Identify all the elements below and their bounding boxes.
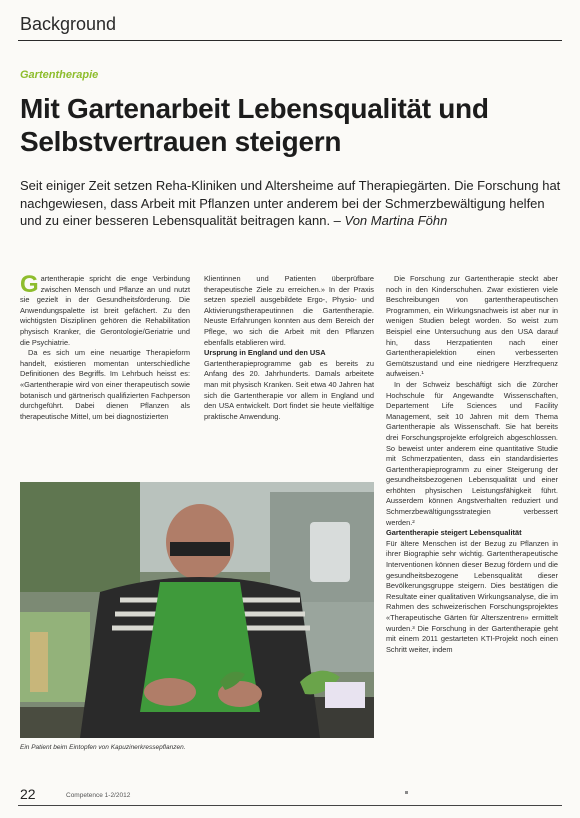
paragraph: Für ältere Menschen ist der Bezug zu Pflanzen in ihrer Biographie sehr wichtig. Gartentherapeutische Interventionen können dieser Bezug fördern und die gesundheitsbezogene Lebensqualität dieser Bevölkerungsgruppe steigern. Dies bestätigen die Resultate einer qualitativen Wirkungsanalyse, die im Rahmen des schweizerischen Forschungsprojektes «Therapeutische Gärten für Alterszentren» ermittelt wurden.³ Die Forschung in der Gartentherapie geht mit einem 2011 gestarteten KTI-Projekt noch einen Schritt weiter, indem xyxy=(386,538,558,654)
paragraph: Gartentherapieprogramme gab es bereits zu Anfang des 20. Jahrhunderts. Damals arbeitete man mit physisch Kranken. Seit etwa 40 Jahren hat sich die Gartentherapie vor allem in England und den USA entwickelt. Dort findet sie heute vielfältige praktische Anwendung. xyxy=(204,358,374,421)
paragraph: Da es sich um eine neuartige Therapieform handelt, existieren momentan unterschiedliche Definitionen des Begriffs. Im Lehrbuch heisst es: «Gartentherapie wird von einer therapeutisch sowie botanisch und gärtnerisch qualifizierten Fachperson durchgeführt. Dabei dienen Pflanzen als therapeutische Mittel, um bei diagnostizierten xyxy=(20,348,190,421)
print-mark xyxy=(405,791,408,794)
author-byline: – Von Martina Föhn xyxy=(330,213,448,228)
subheading: Ursprung in England und den USA xyxy=(204,348,326,358)
subheading: Gartentherapie steigert Lebensqualität xyxy=(386,528,522,538)
paragraph: In der Schweiz beschäftigt sich die Zürcher Hochschule für Angewandte Wissenschaften, Departement Life Sciences und Facility Management, seit 10 Jahren mit dem Thema Gartentherapie als Wissenschaft. Sie hat bereits drei Forschungsprojekte erfolgreich abgeschlossen. So beweist unter anderem eine quantitative Studie mit Schmerzpatienten, dass ein standardisiertes Gartentherapieprogramm zu einer Steigerung der gesundheitsbezogenen Lebensqualität und einer erhöhten physischen Leistungsfähigkeit führt. Ausserdem können Angstverhalten reduziert und Schmerzbewältigungsstrategien verbessert werden.² xyxy=(386,379,558,527)
article-column-1 xyxy=(20,271,190,422)
article-photo xyxy=(20,482,374,738)
article-column-2 xyxy=(204,274,374,422)
drop-cap: G xyxy=(20,271,39,298)
article-column-3 xyxy=(386,274,558,655)
paragraph: Klientinnen und Patienten überprüfbare therapeutische Ziele zu erreichen.» In der Praxis setzen speziell ausgebildete Ergo-, Physio- und Aktivierungstherapeutinnen die Gartentherapie. Neuste Erfahrungen konnten aus dem Bereich der Pflege, wo sich die Arbeit mit den Pflanzen ebenfalls etablieren wird. xyxy=(204,274,374,347)
footer-divider xyxy=(18,805,562,806)
photo-caption: Ein Patient beim Eintopfen von Kapuzinerkressepflanzen. xyxy=(20,744,186,751)
article-lead xyxy=(20,177,565,230)
article-kicker: Gartentherapie xyxy=(20,69,99,81)
page-number: 22 xyxy=(20,786,36,802)
lead-text: Seit einiger Zeit setzen Reha-Kliniken und Altersheime auf Therapiegärten. Die Forschung hat nachgewiesen, dass Arbeit mit Pflanzen unter anderem bei der Schmerzbewältigung helfen und zu einer besseren Lebensqualität beitragen kann. xyxy=(20,178,561,228)
section-label: Background xyxy=(20,14,117,34)
section-divider xyxy=(18,40,562,41)
photo-illustration xyxy=(20,482,374,738)
paragraph: Die Forschung zur Gartentherapie steckt aber noch in den Kinderschuhen. Zwar existieren viele Beschreibungen von gartentherapeutischen Programmen, ein Wirkungsnachweis ist aber nur in wenigen Studien belegt worden. So weist zum Beispiel eine Untersuchung aus den USA darauf hin, dass Herzpatienten nach einer Gartentherapielektion einen verbesserten Gemütszustand und eine niedrigere Herzfrequenz aufweisen.¹ xyxy=(386,274,558,379)
publication-info: Competence 1-2/2012 xyxy=(66,792,131,799)
paragraph: artentherapie spricht die enge Verbindung zwischen Mensch und Pflanze an und nutzt sie gezielt in der Gesundheitsförderung. Die Anwendungspalette ist breit gefächert. Zu den wichtigsten Disziplinen gehören die Rehabilitation physisch Kranker, die Gerontologie/Geriatrie und die Psychiatrie. xyxy=(20,274,190,347)
article-title: Mit Gartenarbeit Lebensqualität und Selbstvertrauen steigern xyxy=(20,93,489,157)
